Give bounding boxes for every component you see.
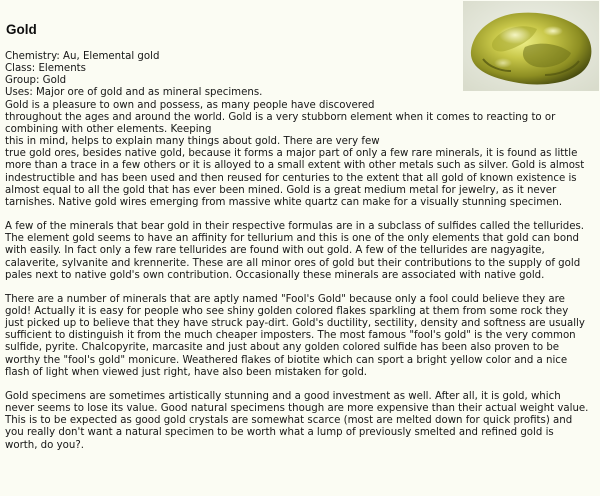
fact-uses: Uses: Major ore of gold and as mineral specimens. xyxy=(5,87,263,99)
paragraph-line: Gold is a pleasure to own and possess, as many people have discovered xyxy=(5,99,375,111)
paragraph-line: There are a number of minerals that are aptly named "Fool's Gold" because only a fool could believe they are xyxy=(5,293,565,305)
paragraph-line: A few of the minerals that bear gold in their respective formulas are in a subclass of sulfides called the tellurides. xyxy=(5,221,585,233)
paragraph-line: Gold specimens are sometimes artistically stunning and a good investment as well. After all, it is gold, which xyxy=(5,390,561,402)
paragraph-line: just picked up to believe that they have struck pay-dirt. Gold's ductility, sectility, density and softness are usually xyxy=(5,318,585,330)
paragraph-line: sulfide, pyrite. Chalcopyrite, marcasite and just about any golden colored sulfide has been also proven to be xyxy=(5,342,560,354)
paragraph-line: worthy the "fool's gold" monicure. Weathered flakes of biotite which can sport a bright yellow color and a nice xyxy=(5,354,568,366)
paragraph-line: This is to be expected as good gold crystals are somewhat scarce (most are melted down for quick profits) and xyxy=(5,415,573,427)
paragraph-line: combining with other elements. Keeping xyxy=(5,123,212,135)
paragraph-line: you really don't want a natural specimen to be worth what a lump of previously smelted and refined gold is xyxy=(5,427,554,439)
fact-group: Group: Gold xyxy=(5,75,67,87)
paragraph-line: calaverite, sylvanite and krennerite. These are all minor ores of gold but their contributions to the supply of gold xyxy=(5,257,581,269)
fact-chemistry: Chemistry: Au, Elemental gold xyxy=(5,51,160,62)
fact-class: Class: Elements xyxy=(5,63,86,75)
paragraph-line: throughout the ages and around the world. Gold is a very stubborn element when it comes to reacting to or xyxy=(5,111,556,123)
paragraph-line: this in mind, helps to explain many things about gold. There are very few xyxy=(5,136,380,148)
paragraph-line: The element gold seems to have an affinity for tellurium and this is one of the only elements that gold can bond xyxy=(5,233,580,245)
paragraph-line: flash of light when viewed just right, have also been mistaken for gold. xyxy=(5,366,368,378)
paragraph-line: never seems to lose its value. Good natural specimens though are more expensive than their actual weight value. xyxy=(5,403,589,415)
page-title: Gold xyxy=(6,22,37,37)
paragraph-line: more than a trace in a few others or it is alloyed to a small extent with other metals such as silver. Gold is almost xyxy=(5,160,585,172)
paragraph-line: almost equal to all the gold that has ever been mined. Gold is a great medium metal for jewelry, as it never xyxy=(5,184,557,196)
paragraph-line: worth, do you?. xyxy=(5,439,84,451)
paragraph-line: with easily. In fact only a few rare tellurides are found with out gold. A few of the tellurides are nagyagite, xyxy=(5,245,545,257)
paragraph-line: sufficient to distinguish it from the much cheaper imposters. The most famous "fool's gold" is the very common xyxy=(5,330,576,342)
paragraph-line: tarnishes. Native gold wires emerging from massive white quartz can make for a visually stunning specimen. xyxy=(5,196,563,208)
article-body xyxy=(5,51,600,452)
paragraph-line: true gold ores, besides native gold, because it forms a major part of only a few rare minerals, it is found as little xyxy=(5,148,578,160)
paragraph-line: gold! Actually it is easy for people who see shiny golden colored flakes sparkling at them from some rock they xyxy=(5,305,569,317)
paragraph-line: pales next to native gold's own contribution. Occasionally these minerals are associated with native gold. xyxy=(5,269,545,281)
paragraph-line: indestructible and has been used and then reused for centuries to the extent that all gold of known existence is xyxy=(5,172,577,184)
